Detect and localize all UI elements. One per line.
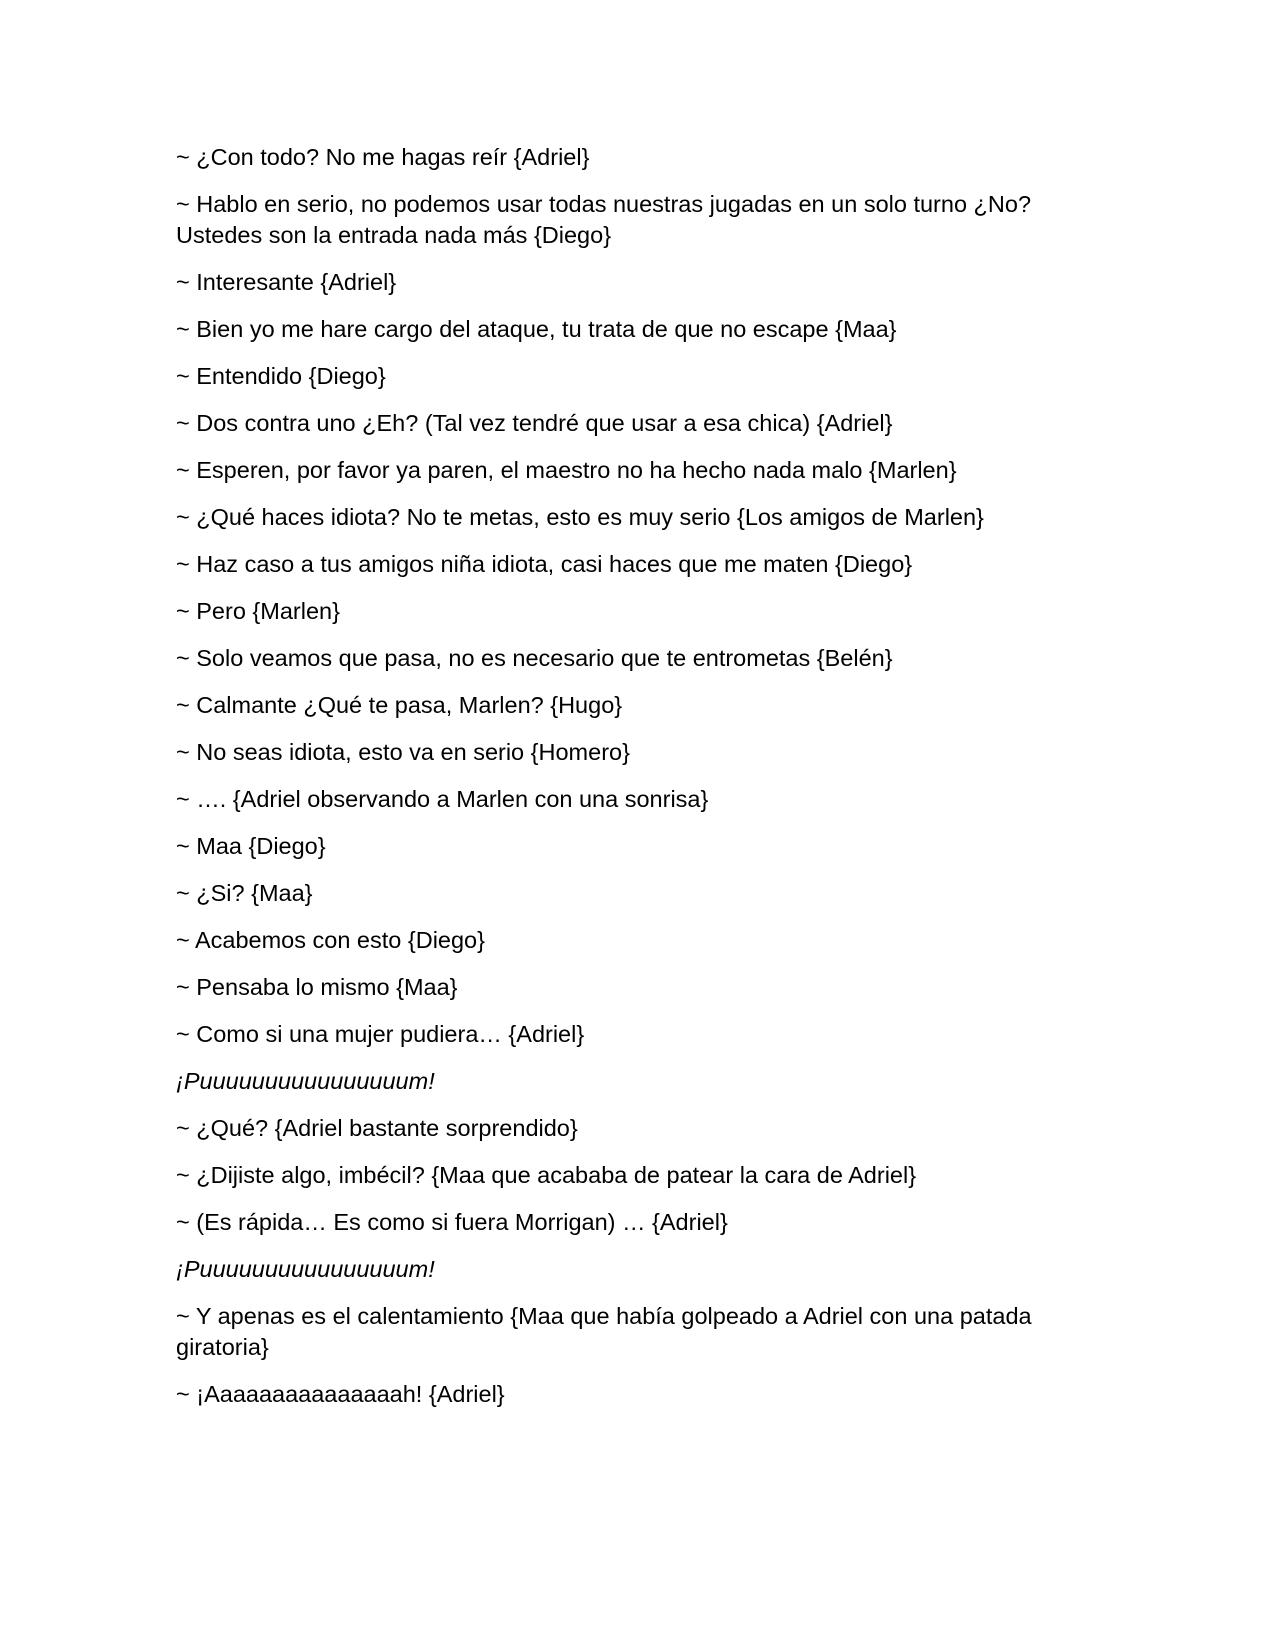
dialogue-paragraph: ~ ¿Qué? {Adriel bastante sorprendido} bbox=[176, 1115, 578, 1141]
dialogue-paragraph: ~ Pensaba lo mismo {Maa} bbox=[176, 974, 458, 1000]
dialogue-paragraph: ~ ¿Qué haces idiota? No te metas, esto es muy serio {Los amigos de Marlen} bbox=[176, 504, 984, 530]
dialogue-paragraph: ~ Haz caso a tus amigos niña idiota, casi haces que me maten {Diego} bbox=[176, 551, 913, 577]
dialogue-paragraph: ~ Acabemos con esto {Diego} bbox=[176, 927, 485, 953]
document-body bbox=[176, 142, 1106, 1426]
dialogue-paragraph: ~ Maa {Diego} bbox=[176, 833, 326, 859]
dialogue-paragraph: ~ No seas idiota, esto va en serio {Homero} bbox=[176, 739, 630, 765]
dialogue-paragraph: ~ ¿Dijiste algo, imbécil? {Maa que acababa de patear la cara de Adriel} bbox=[176, 1162, 917, 1188]
dialogue-paragraph: ~ ¡Aaaaaaaaaaaaaaah! {Adriel} bbox=[176, 1381, 505, 1407]
dialogue-paragraph: ~ Esperen, por favor ya paren, el maestro no ha hecho nada malo {Marlen} bbox=[176, 457, 957, 483]
dialogue-paragraph: ~ Hablo en serio, no podemos usar todas nuestras jugadas en un solo turno ¿No? Ustedes son la entrada nada más {Diego} bbox=[176, 191, 1032, 248]
dialogue-paragraph: ~ Solo veamos que pasa, no es necesario que te entrometas {Belén} bbox=[176, 645, 893, 671]
dialogue-paragraph: ~ Bien yo me hare cargo del ataque, tu trata de que no escape {Maa} bbox=[176, 316, 897, 342]
dialogue-paragraph: ~ …. {Adriel observando a Marlen con una sonrisa} bbox=[176, 786, 709, 812]
dialogue-paragraph: ~ Interesante {Adriel} bbox=[176, 269, 397, 295]
dialogue-paragraph: ~ Pero {Marlen} bbox=[176, 598, 340, 624]
dialogue-paragraph: ~ Como si una mujer pudiera… {Adriel} bbox=[176, 1021, 585, 1047]
dialogue-paragraph: ~ Dos contra uno ¿Eh? (Tal vez tendré que usar a esa chica) {Adriel} bbox=[176, 410, 893, 436]
sound-effect-paragraph: ¡Puuuuuuuuuuuuuuuum! bbox=[176, 1256, 435, 1282]
sound-effect-paragraph: ¡Puuuuuuuuuuuuuuuum! bbox=[176, 1068, 435, 1094]
dialogue-paragraph: ~ (Es rápida… Es como si fuera Morrigan) … {Adriel} bbox=[176, 1209, 728, 1235]
dialogue-paragraph: ~ Entendido {Diego} bbox=[176, 363, 386, 389]
dialogue-paragraph: ~ ¿Con todo? No me hagas reír {Adriel} bbox=[176, 144, 590, 170]
dialogue-paragraph: ~ Y apenas es el calentamiento {Maa que había golpeado a Adriel con una patada giratoria} bbox=[176, 1303, 1032, 1360]
dialogue-paragraph: ~ ¿Si? {Maa} bbox=[176, 880, 313, 906]
dialogue-paragraph: ~ Calmante ¿Qué te pasa, Marlen? {Hugo} bbox=[176, 692, 623, 718]
